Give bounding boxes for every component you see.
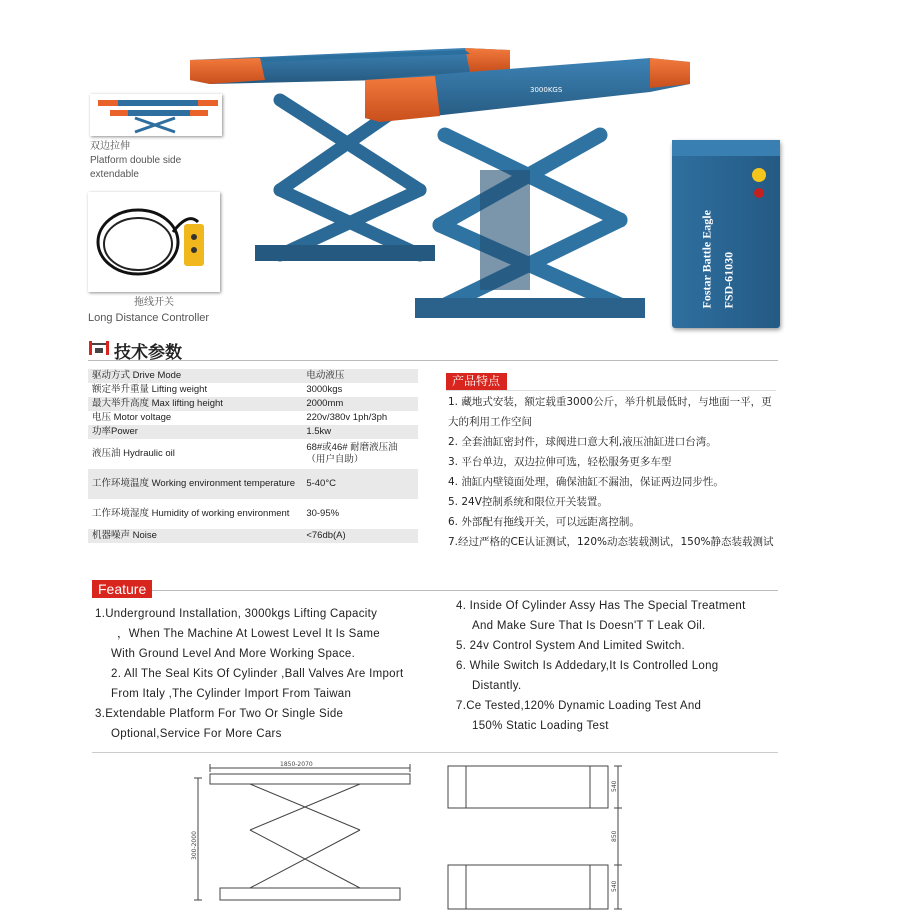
divider bbox=[446, 390, 776, 391]
rear-scissor-arms bbox=[280, 100, 420, 255]
front-base bbox=[415, 298, 645, 318]
list-item: 5. 24v Control System And Limited Switch. bbox=[456, 640, 685, 652]
capacity-label: 3000KGS bbox=[530, 86, 563, 94]
spec-label: 功率Power bbox=[88, 425, 302, 439]
spec-value: <76db(A) bbox=[302, 529, 418, 543]
rear-base bbox=[255, 245, 435, 261]
power-switch-icon bbox=[752, 168, 766, 182]
list-item: With Ground Level And More Working Space. bbox=[111, 648, 356, 660]
controller-caption-en: Long Distance Controller bbox=[88, 312, 210, 324]
platform-caption-en: Platform double side extendable bbox=[90, 155, 182, 180]
spec-label: 电压 Motor voltage bbox=[88, 411, 302, 425]
table-row bbox=[88, 499, 418, 529]
hydraulic-cylinder bbox=[480, 170, 530, 290]
table-row bbox=[88, 529, 418, 543]
list-item: 5. 24V控制系统和限位开关装置。 bbox=[448, 496, 608, 508]
table-row bbox=[88, 439, 418, 469]
list-item: 4. Inside Of Cylinder Assy Has The Special Treatment bbox=[456, 600, 746, 612]
platform-extension-thumbnail bbox=[90, 94, 222, 136]
dimension-label: 540 bbox=[611, 880, 618, 892]
dimension-label: 540 bbox=[611, 780, 618, 792]
table-row bbox=[88, 383, 418, 397]
table-row bbox=[88, 469, 418, 499]
top-view-drawing bbox=[440, 760, 630, 920]
list-item: Distantly. bbox=[472, 680, 522, 692]
list-item: 4. 油缸内壁镜面处理，确保油缸不漏油，保证两边同步性。 bbox=[448, 476, 724, 488]
list-item: 6. While Switch Is Addedary,It Is Controlled Long bbox=[456, 660, 719, 672]
feature-badge: Feature bbox=[92, 580, 152, 598]
list-item: 7.经过严格的CE认证测试，120%动态装载测试，150%静态装载测试 bbox=[448, 536, 774, 548]
cabinet-brand: Fostar Battle Eagle bbox=[699, 210, 714, 309]
spec-title: 技术参数 bbox=[114, 343, 182, 363]
divider bbox=[92, 590, 778, 591]
spec-value: 220v/380v 1ph/3ph bbox=[302, 411, 418, 425]
list-item: 2. 全套油缸密封件，球阀进口意大利,液压油缸进口台湾。 bbox=[448, 436, 717, 448]
spec-label: 额定举升重量 Lifting weight bbox=[88, 383, 302, 397]
table-row bbox=[88, 397, 418, 411]
platform-thumbnail-image bbox=[90, 94, 222, 136]
product-features-list bbox=[448, 392, 778, 552]
list-item: 2. All The Seal Kits Of Cylinder ,Ball Valves Are Import bbox=[111, 668, 404, 680]
controller-thumbnail-image bbox=[88, 192, 220, 292]
list-item: 3.Extendable Platform For Two Or Single Side bbox=[95, 708, 344, 720]
controller-thumbnail bbox=[88, 192, 220, 292]
spec-label: 最大举升高度 Max lifting height bbox=[88, 397, 302, 411]
spec-label: 机器噪声 Noise bbox=[88, 529, 302, 543]
spec-value: 2000mm bbox=[302, 397, 418, 411]
spec-value: 1.5kw bbox=[302, 425, 418, 439]
list-item: From Italy ,The Cylinder Import From Taiwan bbox=[111, 688, 352, 700]
lift-icon bbox=[88, 340, 110, 356]
spec-label: 液压油 Hydraulic oil bbox=[88, 439, 302, 469]
list-item: 1.Underground Installation, 3000kgs Lifting Capacity bbox=[95, 608, 378, 620]
spec-value: 电动液压 bbox=[302, 369, 418, 383]
cabinet-top bbox=[672, 140, 780, 156]
scissor-lift-illustration bbox=[180, 40, 700, 340]
spec-value: 5-40°C bbox=[302, 469, 418, 499]
spec-value: 3000kgs bbox=[302, 383, 418, 397]
spec-value: 68#或46# 耐磨液压油（用户自助） bbox=[302, 439, 418, 469]
dimension-label: 850 bbox=[611, 830, 618, 842]
spec-value: 30-95% bbox=[302, 499, 418, 529]
feature-list-left bbox=[95, 604, 435, 744]
height-dimension: 300-2000 bbox=[191, 831, 198, 860]
spec-label: 驱动方式 Drive Mode bbox=[88, 369, 302, 383]
spec-table bbox=[88, 369, 418, 543]
pendant-controller-icon bbox=[184, 224, 204, 266]
list-item: Optional,Service For More Cars bbox=[111, 728, 282, 740]
list-item: ，When The Machine At Lowest Level It Is Same bbox=[117, 628, 380, 640]
cabinet-model: FSD-61030 bbox=[721, 251, 736, 309]
spec-label: 工作环境温度 Working environment temperature bbox=[88, 469, 302, 499]
divider bbox=[92, 752, 778, 753]
table-row bbox=[88, 369, 418, 383]
platform-caption-cn: 双边拉伸 bbox=[90, 141, 130, 152]
width-dimension: 1850-2070 bbox=[280, 761, 313, 768]
list-item: And Make Sure That Is Doesn'T T Leak Oil. bbox=[472, 620, 706, 632]
product-features-badge: 产品特点 bbox=[446, 373, 507, 390]
list-item: 3. 平台单边，双边拉伸可选，轻松服务更多车型 bbox=[448, 456, 672, 468]
emergency-stop-icon bbox=[754, 188, 764, 198]
list-item: 6. 外部配有拖线开关，可以远距离控制。 bbox=[448, 516, 640, 528]
list-item: 1. 藏地式安装，额定载重3000公斤，举升机最低时，与地面一平，更大的利用工作空间 bbox=[448, 396, 772, 428]
list-item: 7.Ce Tested,120% Dynamic Loading Test And bbox=[456, 700, 702, 712]
table-row bbox=[88, 411, 418, 425]
control-cabinet bbox=[672, 140, 780, 328]
spec-label: 工作环境湿度 Humidity of working environment bbox=[88, 499, 302, 529]
side-view-drawing bbox=[190, 760, 430, 920]
controller-caption-cn: 拖线开关 bbox=[134, 297, 174, 308]
table-row bbox=[88, 425, 418, 439]
feature-list-right bbox=[456, 596, 786, 736]
spec-section-heading bbox=[88, 338, 778, 361]
list-item: 150% Static Loading Test bbox=[472, 720, 609, 732]
